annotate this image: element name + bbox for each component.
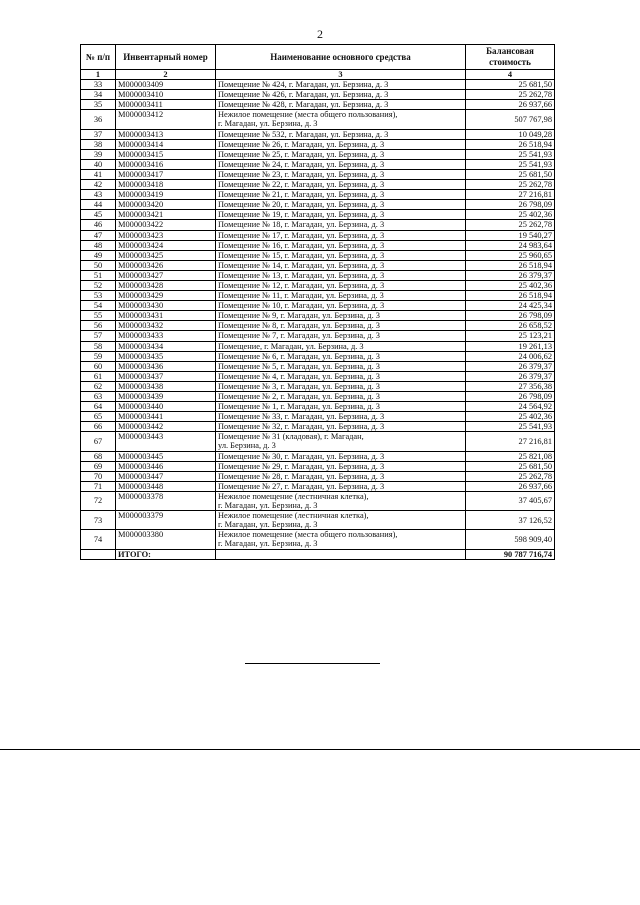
inventory-number: М000003433 xyxy=(116,331,216,341)
table-row xyxy=(81,351,555,361)
asset-name xyxy=(216,210,466,220)
asset-name xyxy=(216,471,466,481)
balance-value: 26 937,66 xyxy=(466,100,555,110)
table-row xyxy=(81,451,555,461)
asset-name xyxy=(216,341,466,351)
row-number: 47 xyxy=(81,230,116,240)
table-row xyxy=(81,190,555,200)
balance-value: 24 564,92 xyxy=(466,402,555,412)
balance-value: 25 262,78 xyxy=(466,180,555,190)
balance-value: 37 126,52 xyxy=(466,511,555,530)
balance-value: 25 681,50 xyxy=(466,80,555,90)
row-number: 60 xyxy=(81,361,116,371)
row-number: 65 xyxy=(81,412,116,422)
asset-name-line: г. Магадан, ул. Берзина, д. 3 xyxy=(218,539,318,549)
table-row xyxy=(81,491,555,510)
inventory-number: М000003447 xyxy=(116,471,216,481)
asset-name-line: Помещение № 4, г. Магадан, ул. Берзина, д. 3 xyxy=(218,371,380,381)
asset-name xyxy=(216,90,466,100)
asset-name xyxy=(216,190,466,200)
asset-name-line: Помещение № 8, г. Магадан, ул. Берзина, д. 3 xyxy=(218,321,380,331)
asset-name xyxy=(216,260,466,270)
row-number: 34 xyxy=(81,90,116,100)
table-body xyxy=(81,80,555,549)
row-number: 74 xyxy=(81,530,116,549)
asset-name-line: Нежилое помещение (места общего пользования), xyxy=(218,110,398,120)
table-row xyxy=(81,220,555,230)
asset-name xyxy=(216,139,466,149)
asset-name-line: Нежилое помещение (места общего пользования), xyxy=(218,530,398,540)
balance-value: 19 261,13 xyxy=(466,341,555,351)
column-number: 1 xyxy=(81,70,116,80)
asset-name-line: Помещение № 17, г. Магадан, ул. Берзина, д. 3 xyxy=(218,230,385,240)
row-number: 40 xyxy=(81,159,116,169)
table-row xyxy=(81,260,555,270)
column-number: 2 xyxy=(116,70,216,80)
balance-value: 25 402,36 xyxy=(466,280,555,290)
asset-name-line: Помещение № 9, г. Магадан, ул. Берзина, д. 3 xyxy=(218,311,380,321)
asset-name-line: Помещение № 12, г. Магадан, ул. Берзина, д. 3 xyxy=(218,280,385,290)
total-label: ИТОГО: xyxy=(116,549,216,559)
asset-name xyxy=(216,301,466,311)
header-value: Балансовая стоимость xyxy=(466,45,555,70)
asset-name xyxy=(216,371,466,381)
table-row xyxy=(81,240,555,250)
inventory-number: М000003410 xyxy=(116,90,216,100)
asset-name xyxy=(216,200,466,210)
balance-value: 26 379,37 xyxy=(466,361,555,371)
asset-name-line: Помещение № 31 (кладовая), г. Магадан, xyxy=(218,432,364,442)
asset-name-line: Помещение № 6, г. Магадан, ул. Берзина, д. 3 xyxy=(218,351,380,361)
table-row xyxy=(81,530,555,549)
row-number: 68 xyxy=(81,451,116,461)
asset-name xyxy=(216,280,466,290)
table-row xyxy=(81,159,555,169)
inventory-number: М000003424 xyxy=(116,240,216,250)
total-empty-cell xyxy=(216,549,466,559)
table-row xyxy=(81,461,555,471)
table-row xyxy=(81,412,555,422)
inventory-number: М000003443 xyxy=(116,432,216,451)
asset-name xyxy=(216,220,466,230)
row-number: 61 xyxy=(81,371,116,381)
balance-value: 26 937,66 xyxy=(466,481,555,491)
row-number: 43 xyxy=(81,190,116,200)
row-number: 62 xyxy=(81,381,116,391)
asset-name xyxy=(216,412,466,422)
asset-name-line: г. Магадан, ул. Берзина, д. 3 xyxy=(218,520,318,530)
inventory-number: М000003409 xyxy=(116,80,216,90)
table-row xyxy=(81,331,555,341)
inventory-number: М000003414 xyxy=(116,139,216,149)
asset-name-line: Помещение № 426, г. Магадан, ул. Берзина, д. 3 xyxy=(218,90,389,100)
asset-name xyxy=(216,230,466,240)
row-number: 51 xyxy=(81,270,116,280)
row-number: 57 xyxy=(81,331,116,341)
table-row xyxy=(81,270,555,280)
row-number: 55 xyxy=(81,311,116,321)
table-row xyxy=(81,422,555,432)
row-number: 53 xyxy=(81,291,116,301)
asset-name xyxy=(216,110,466,129)
inventory-number: М000003425 xyxy=(116,250,216,260)
balance-value: 26 379,37 xyxy=(466,371,555,381)
table-row xyxy=(81,90,555,100)
inventory-number: М000003420 xyxy=(116,200,216,210)
total-row xyxy=(81,549,555,559)
row-number: 35 xyxy=(81,100,116,110)
header-inventory: Инвентарный номер xyxy=(116,45,216,70)
row-number: 41 xyxy=(81,169,116,179)
asset-name xyxy=(216,381,466,391)
table-row xyxy=(81,139,555,149)
asset-name-line: Помещение № 28, г. Магадан, ул. Берзина, д. 3 xyxy=(218,471,385,481)
row-number: 54 xyxy=(81,301,116,311)
balance-value: 27 216,81 xyxy=(466,190,555,200)
header-name: Наименование основного средства xyxy=(216,45,466,70)
balance-value: 598 909,40 xyxy=(466,530,555,549)
balance-value: 24 006,62 xyxy=(466,351,555,361)
row-number: 71 xyxy=(81,481,116,491)
balance-value: 25 541,93 xyxy=(466,149,555,159)
asset-name-line: Помещение № 10, г. Магадан, ул. Берзина, д. 3 xyxy=(218,301,385,311)
balance-value: 37 405,67 xyxy=(466,491,555,510)
column-number-row xyxy=(81,70,555,80)
asset-name-line: Помещение № 33, г. Магадан, ул. Берзина, д. 3 xyxy=(218,412,385,422)
asset-name-line: Помещение № 2, г. Магадан, ул. Берзина, д. 3 xyxy=(218,392,380,401)
asset-name-line: Помещение, г. Магадан, ул. Берзина, д. 3 xyxy=(218,341,364,351)
row-number: 50 xyxy=(81,260,116,270)
asset-name-line: Нежилое помещение (лестничная клетка), xyxy=(218,511,369,521)
asset-name xyxy=(216,311,466,321)
asset-name xyxy=(216,169,466,179)
balance-value: 507 767,98 xyxy=(466,110,555,129)
asset-name-line: Помещение № 29, г. Магадан, ул. Берзина, д. 3 xyxy=(218,461,385,471)
balance-value: 25 681,50 xyxy=(466,169,555,179)
column-number: 4 xyxy=(466,70,555,80)
asset-name xyxy=(216,361,466,371)
balance-value: 26 798,09 xyxy=(466,392,555,402)
asset-name-line: Помещение № 22, г. Магадан, ул. Берзина, д. 3 xyxy=(218,180,385,190)
asset-name xyxy=(216,129,466,139)
balance-value: 27 356,38 xyxy=(466,381,555,391)
inventory-number: М000003439 xyxy=(116,392,216,402)
table-row xyxy=(81,511,555,530)
row-number: 39 xyxy=(81,149,116,159)
asset-name-line: Помещение № 15, г. Магадан, ул. Берзина, д. 3 xyxy=(218,250,385,260)
asset-name-line: Помещение № 532, г. Магадан, ул. Берзина, д. 3 xyxy=(218,129,389,139)
row-number: 64 xyxy=(81,402,116,412)
row-number: 56 xyxy=(81,321,116,331)
inventory-number: М000003431 xyxy=(116,311,216,321)
asset-name xyxy=(216,331,466,341)
balance-value: 25 262,78 xyxy=(466,220,555,230)
balance-value: 24 425,34 xyxy=(466,301,555,311)
table-row xyxy=(81,110,555,129)
inventory-number: М000003446 xyxy=(116,461,216,471)
inventory-number: М000003430 xyxy=(116,301,216,311)
table-row xyxy=(81,149,555,159)
page-number: 2 xyxy=(317,27,323,41)
asset-name xyxy=(216,149,466,159)
balance-value: 26 379,37 xyxy=(466,270,555,280)
asset-name-line: Помещение № 11, г. Магадан, ул. Берзина, д. 3 xyxy=(218,291,384,301)
table-row xyxy=(81,230,555,240)
inventory-number: М000003436 xyxy=(116,361,216,371)
row-number: 33 xyxy=(81,80,116,90)
asset-name-line: Помещение № 16, г. Магадан, ул. Берзина, д. 3 xyxy=(218,240,385,250)
inventory-number: М000003411 xyxy=(116,100,216,110)
inventory-number: М000003441 xyxy=(116,412,216,422)
asset-name-line: Помещение № 24, г. Магадан, ул. Берзина, д. 3 xyxy=(218,159,385,169)
row-number: 46 xyxy=(81,220,116,230)
inventory-number: М000003445 xyxy=(116,451,216,461)
row-number: 48 xyxy=(81,240,116,250)
asset-name xyxy=(216,461,466,471)
balance-value: 26 798,09 xyxy=(466,200,555,210)
asset-name xyxy=(216,451,466,461)
header-num: № п/п xyxy=(81,45,116,70)
table-row xyxy=(81,481,555,491)
signature-line xyxy=(245,663,380,664)
inventory-number: М000003413 xyxy=(116,129,216,139)
table-row xyxy=(81,80,555,90)
inventory-number: М000003438 xyxy=(116,381,216,391)
table-row xyxy=(81,291,555,301)
table-row xyxy=(81,210,555,220)
asset-name-line: Помещение № 1, г. Магадан, ул. Берзина, д. 3 xyxy=(218,402,380,412)
asset-name-line: Помещение № 21, г. Магадан, ул. Берзина, д. 3 xyxy=(218,190,385,200)
asset-name-line: г. Магадан, ул. Берзина, д. 3 xyxy=(218,501,318,511)
asset-name-line: Нежилое помещение (лестничная клетка), xyxy=(218,491,369,501)
table-row xyxy=(81,392,555,402)
inventory-number: М000003423 xyxy=(116,230,216,240)
balance-value: 19 540,27 xyxy=(466,230,555,240)
column-number: 3 xyxy=(216,70,466,80)
row-number: 63 xyxy=(81,392,116,402)
row-number: 70 xyxy=(81,471,116,481)
inventory-number: М000003437 xyxy=(116,371,216,381)
table-row xyxy=(81,471,555,481)
asset-name-line: Помещение № 14, г. Магадан, ул. Берзина, д. 3 xyxy=(218,260,385,270)
balance-value: 25 541,93 xyxy=(466,159,555,169)
balance-value: 25 402,36 xyxy=(466,412,555,422)
asset-name xyxy=(216,180,466,190)
row-number: 42 xyxy=(81,180,116,190)
asset-name-line: Помещение № 18, г. Магадан, ул. Берзина, д. 3 xyxy=(218,220,385,230)
asset-name xyxy=(216,240,466,250)
row-number: 66 xyxy=(81,422,116,432)
inventory-number: М000003429 xyxy=(116,291,216,301)
asset-name xyxy=(216,422,466,432)
row-number: 67 xyxy=(81,432,116,451)
balance-value: 25 123,21 xyxy=(466,331,555,341)
row-number: 58 xyxy=(81,341,116,351)
balance-value: 25 262,78 xyxy=(466,90,555,100)
inventory-number: М000003421 xyxy=(116,210,216,220)
row-number: 45 xyxy=(81,210,116,220)
asset-name xyxy=(216,159,466,169)
inventory-number: М000003440 xyxy=(116,402,216,412)
asset-name-line: ул. Берзина, д. 3 xyxy=(218,441,276,451)
asset-name-line: Помещение № 5, г. Магадан, ул. Берзина, д. 3 xyxy=(218,361,380,371)
asset-name xyxy=(216,250,466,260)
asset-name xyxy=(216,270,466,280)
asset-name-line: Помещение № 7, г. Магадан, ул. Берзина, д. 3 xyxy=(218,331,380,341)
row-number: 69 xyxy=(81,461,116,471)
balance-value: 25 402,36 xyxy=(466,210,555,220)
inventory-number: М000003426 xyxy=(116,260,216,270)
table-row xyxy=(81,129,555,139)
asset-name-line: Помещение № 32, г. Магадан, ул. Берзина, д. 3 xyxy=(218,422,385,432)
table-row xyxy=(81,371,555,381)
inventory-number: М000003427 xyxy=(116,270,216,280)
asset-name-line: Помещение № 27, г. Магадан, ул. Берзина, д. 3 xyxy=(218,481,385,491)
total-empty-cell xyxy=(81,549,116,559)
asset-name-line: Помещение № 20, г. Магадан, ул. Берзина, д. 3 xyxy=(218,200,385,210)
balance-value: 25 821,08 xyxy=(466,451,555,461)
inventory-number: М000003416 xyxy=(116,159,216,169)
asset-name xyxy=(216,100,466,110)
asset-name xyxy=(216,80,466,90)
asset-name xyxy=(216,392,466,402)
inventory-number: М000003379 xyxy=(116,511,216,530)
inventory-number: М000003378 xyxy=(116,491,216,510)
asset-name xyxy=(216,481,466,491)
table-row xyxy=(81,301,555,311)
asset-name-line: Помещение № 26, г. Магадан, ул. Берзина, д. 3 xyxy=(218,139,385,149)
row-number: 52 xyxy=(81,280,116,290)
table-row xyxy=(81,311,555,321)
row-number: 72 xyxy=(81,491,116,510)
balance-value: 25 960,65 xyxy=(466,250,555,260)
asset-name xyxy=(216,351,466,361)
asset-name xyxy=(216,291,466,301)
table-row xyxy=(81,169,555,179)
asset-name-line: Помещение № 424, г. Магадан, ул. Берзина, д. 3 xyxy=(218,80,389,90)
row-number: 36 xyxy=(81,110,116,129)
inventory-number: М000003442 xyxy=(116,422,216,432)
inventory-number: М000003434 xyxy=(116,341,216,351)
row-number: 59 xyxy=(81,351,116,361)
balance-value: 26 658,52 xyxy=(466,321,555,331)
inventory-number: М000003412 xyxy=(116,110,216,129)
inventory-number: М000003380 xyxy=(116,530,216,549)
inventory-number: М000003448 xyxy=(116,481,216,491)
asset-name-line: Помещение № 428, г. Магадан, ул. Берзина, д. 3 xyxy=(218,100,389,110)
footer-rule xyxy=(0,749,640,750)
asset-name-line: Помещение № 3, г. Магадан, ул. Берзина, д. 3 xyxy=(218,381,380,391)
inventory-number: М000003422 xyxy=(116,220,216,230)
asset-name xyxy=(216,511,466,530)
asset-name-line: Помещение № 23, г. Магадан, ул. Берзина, д. 3 xyxy=(218,169,385,179)
balance-value: 25 262,78 xyxy=(466,471,555,481)
balance-value: 26 798,09 xyxy=(466,311,555,321)
balance-value: 26 518,94 xyxy=(466,260,555,270)
balance-value: 25 541,93 xyxy=(466,422,555,432)
inventory-number: М000003435 xyxy=(116,351,216,361)
asset-name-line: Помещение № 30, г. Магадан, ул. Берзина, д. 3 xyxy=(218,451,385,461)
table-header-row xyxy=(81,45,555,70)
table-row xyxy=(81,361,555,371)
asset-name-line: Помещение № 19, г. Магадан, ул. Берзина, д. 3 xyxy=(218,210,385,220)
inventory-number: М000003419 xyxy=(116,190,216,200)
table-row xyxy=(81,432,555,451)
inventory-number: М000003428 xyxy=(116,280,216,290)
balance-value: 26 518,94 xyxy=(466,291,555,301)
asset-name-line: г. Магадан, ул. Берзина, д. 3 xyxy=(218,119,318,129)
inventory-number: М000003417 xyxy=(116,169,216,179)
total-value: 90 787 716,74 xyxy=(466,549,555,559)
inventory-number: М000003432 xyxy=(116,321,216,331)
inventory-number: М000003418 xyxy=(116,180,216,190)
inventory-number: М000003415 xyxy=(116,149,216,159)
balance-value: 25 681,50 xyxy=(466,461,555,471)
asset-name xyxy=(216,530,466,549)
row-number: 44 xyxy=(81,200,116,210)
table-row xyxy=(81,250,555,260)
balance-value: 26 518,94 xyxy=(466,139,555,149)
row-number: 37 xyxy=(81,129,116,139)
asset-name-line: Помещение № 13, г. Магадан, ул. Берзина, д. 3 xyxy=(218,270,385,280)
table-row xyxy=(81,381,555,391)
balance-value: 24 983,64 xyxy=(466,240,555,250)
table-row xyxy=(81,180,555,190)
table-row xyxy=(81,280,555,290)
asset-name xyxy=(216,402,466,412)
asset-name xyxy=(216,491,466,510)
table-row xyxy=(81,100,555,110)
asset-name xyxy=(216,432,466,451)
asset-name xyxy=(216,321,466,331)
row-number: 73 xyxy=(81,511,116,530)
table-row xyxy=(81,341,555,351)
table-row xyxy=(81,321,555,331)
balance-value: 27 216,81 xyxy=(466,432,555,451)
asset-name-line: Помещение № 25, г. Магадан, ул. Берзина, д. 3 xyxy=(218,149,385,159)
balance-value: 10 049,28 xyxy=(466,129,555,139)
assets-table xyxy=(80,44,555,560)
table-row xyxy=(81,402,555,412)
table-row xyxy=(81,200,555,210)
row-number: 38 xyxy=(81,139,116,149)
row-number: 49 xyxy=(81,250,116,260)
